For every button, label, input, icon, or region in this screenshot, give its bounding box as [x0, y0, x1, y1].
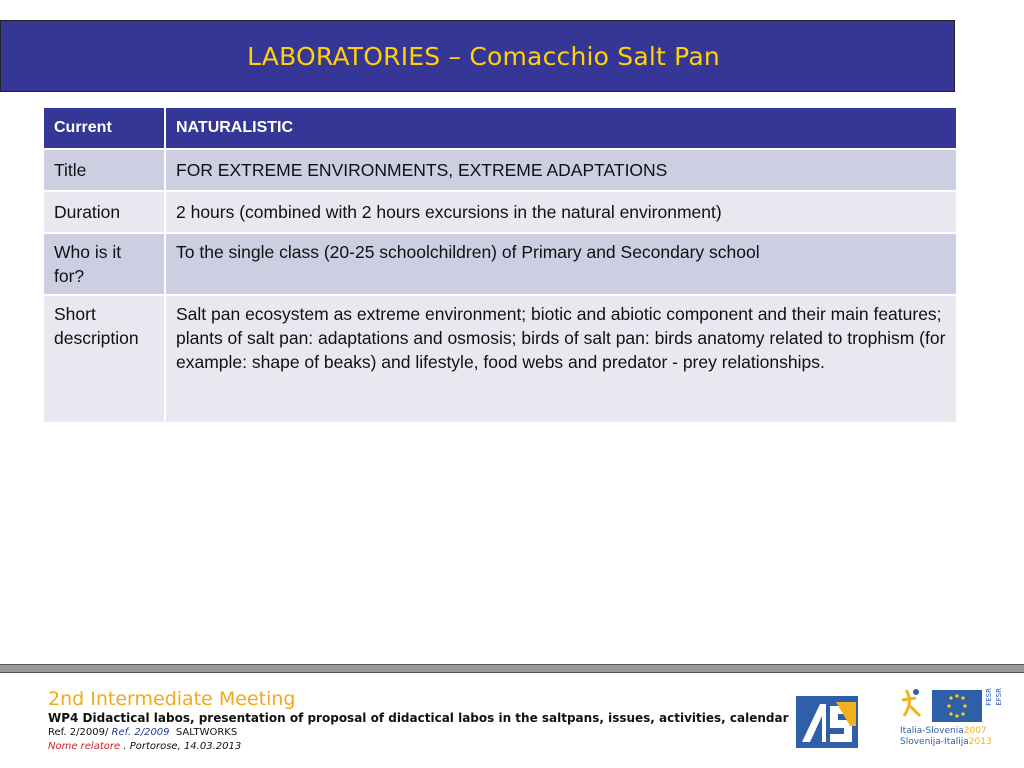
- ref-link[interactable]: Ref. 2/2009: [111, 727, 170, 738]
- meeting-title: 2nd Intermediate Meeting: [48, 688, 296, 710]
- table-row: [44, 295, 956, 423]
- row-label-duration: Duration: [44, 191, 165, 233]
- program-year-1: 2007: [963, 726, 987, 736]
- row-value-description: Salt pan ecosystem as extreme environment; biotic and abiotic component and their main features; plants of salt pan: adaptations and osmosis; birds of salt pan: birds anatomy related to trophism (for example: shape of beaks) and lifestyle, food webs and predator - prey relationships.: [165, 295, 956, 423]
- table-header-row: [44, 108, 956, 149]
- row-value-title: FOR EXTREME ENVIRONMENTS, EXTREME ADAPTATIONS: [165, 149, 956, 191]
- speaker-line: [48, 740, 789, 754]
- title-bar: [0, 20, 955, 92]
- table-row: [44, 191, 956, 233]
- place-date: . Portorose, 14.03.2013: [120, 741, 242, 752]
- header-value-cell: NATURALISTIC: [165, 108, 956, 149]
- program-year-2: 2013: [968, 737, 992, 747]
- table-row: [44, 149, 956, 191]
- as-logo-icon: [796, 696, 858, 748]
- program-name: [900, 726, 992, 748]
- meeting-subtitle: WP4 Didactical labos, presentation of proposal of didactical labos in the saltpans, issues, activities, calendar: [48, 711, 789, 725]
- laboratory-table: [44, 108, 956, 424]
- ref-text: Ref. 2/2009/: [48, 727, 109, 738]
- row-label-audience: Who is it for?: [44, 233, 165, 295]
- ref-project: SALTWORKS: [175, 727, 238, 738]
- interreg-logo: [898, 686, 1010, 750]
- efsr-label: [996, 688, 1006, 706]
- efsr-text: EFSR: [995, 688, 1003, 706]
- fesr-text: FESR: [985, 688, 993, 706]
- reference-line: [48, 726, 789, 740]
- row-value-duration: 2 hours (combined with 2 hours excursions in the natural environment): [165, 191, 956, 233]
- speaker-name: Nome relatore: [48, 741, 121, 752]
- slide-title: LABORATORIES – Comacchio Salt Pan: [247, 41, 720, 71]
- row-label-title: Title: [44, 149, 165, 191]
- footer: [48, 688, 789, 754]
- header-label-cell: Current: [44, 108, 165, 149]
- program-line-2: Slovenija-Italija: [900, 737, 969, 747]
- row-label-description: Short description: [44, 295, 165, 423]
- program-line-1: Italia-Slovenia: [900, 726, 964, 736]
- footer-divider: [0, 664, 1024, 673]
- row-value-audience: To the single class (20-25 schoolchildren) of Primary and Secondary school: [165, 233, 956, 295]
- table-row: [44, 233, 956, 295]
